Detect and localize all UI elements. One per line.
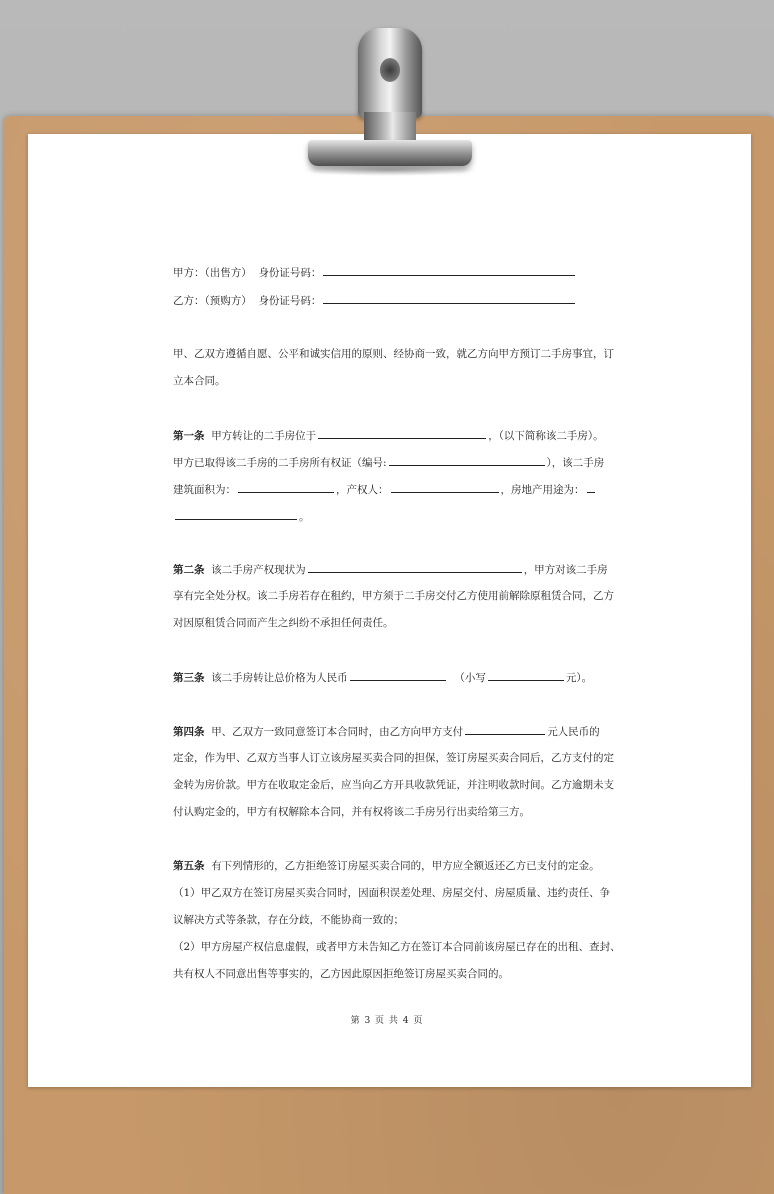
article-5-item-2-line-2: 共有权人不同意出售等事实的，乙方因此原因拒绝签订房屋买卖合同的。 [173, 968, 509, 980]
owner-field[interactable] [391, 481, 499, 493]
article-4-title: 第四条 [173, 726, 205, 738]
party-a-line: 甲方：（出售方） 身份证号码： [173, 264, 577, 280]
article-4-line-2: 定金，作为甲、乙双方当事人订立该房屋买卖合同的担保，签订房屋买卖合同后，乙方支付的定 [173, 752, 614, 764]
floor-area-field[interactable] [238, 481, 334, 493]
party-b-id-field[interactable] [323, 292, 575, 304]
article-1-line-3: 建筑面积为： ，产权人： ，房地产用途为： [173, 481, 597, 497]
page-number: 第 3 页 共 4 页 [350, 1016, 424, 1026]
article-5-line-1: 第五条 有下列情形的，乙方拒绝签订房屋买卖合同的，甲方应全额返还乙方已支付的定金。 [173, 860, 600, 872]
binder-clip-icon [300, 24, 480, 176]
article-3-title: 第三条 [173, 672, 205, 684]
article-2-title: 第二条 [173, 564, 205, 576]
article-3-line-1: 第三条 该二手房转让总价格为人民币 （小写 元）。 [173, 669, 592, 685]
intro-line-2: 立本合同。 [173, 375, 226, 387]
article-1-title: 第一条 [173, 430, 205, 442]
total-price-numeric-field[interactable] [488, 669, 564, 681]
article-4-line-4: 付认购定金的，甲方有权解除本合同，并有权将该二手房另行出卖给第三方。 [173, 806, 530, 818]
article-5-item-1-line-2: 议解决方式等条款，存在分歧，不能协商一致的； [173, 914, 404, 926]
article-5-item-1-line-1: （1）甲乙双方在签订房屋买卖合同时，因面积误差处理、房屋交付、房屋质量、违约责任、争 [173, 887, 611, 899]
article-1-line-4: 。 [173, 508, 310, 524]
article-5-item-2-line-1: （2）甲方房屋产权信息虚假，或者甲方未告知乙方在签订本合同前该房屋已存在的出租、查封、 [173, 941, 621, 953]
article-1-line-2: 甲方已取得该二手房的二手房所有权证（编号: ），该二手房 [173, 454, 604, 470]
intro-line-1: 甲、乙双方遵循自愿、公平和诚实信用的原则、经协商一致，就乙方向甲方预订二手房事宜，订 [173, 348, 614, 360]
certificate-number-field[interactable] [389, 454, 545, 466]
article-5-title: 第五条 [173, 860, 205, 872]
article-1-line-1: 第一条 甲方转让的二手房位于 ，（以下简称该二手房）。 [173, 427, 604, 443]
article-2-line-2: 享有完全处分权。该二手房若存在租约，甲方须于二手房交付乙方使用前解除原租赁合同，乙方 [173, 590, 614, 602]
deposit-amount-field[interactable] [465, 723, 545, 735]
total-price-field[interactable] [350, 669, 446, 681]
party-b-line: 乙方：（预购方） 身份证号码： [173, 292, 577, 308]
party-a-id-field[interactable] [323, 264, 575, 276]
article-4-line-1: 第四条 甲、乙双方一致同意签订本合同时，由乙方向甲方支付 元人民币的 [173, 723, 600, 739]
usage-field[interactable] [175, 508, 297, 520]
article-2-line-3: 对因原租赁合同而产生之纠纷不承担任何责任。 [173, 617, 394, 629]
article-4-line-3: 金转为房价款。甲方在收取定金后，应当向乙方开具收款凭证，并注明收款时间。乙方逾期未支 [173, 779, 614, 791]
house-location-field[interactable] [318, 427, 486, 439]
article-2-line-1: 第二条 该二手房产权现状为 ，甲方对该二手房 [173, 561, 608, 577]
property-status-field[interactable] [308, 561, 522, 573]
